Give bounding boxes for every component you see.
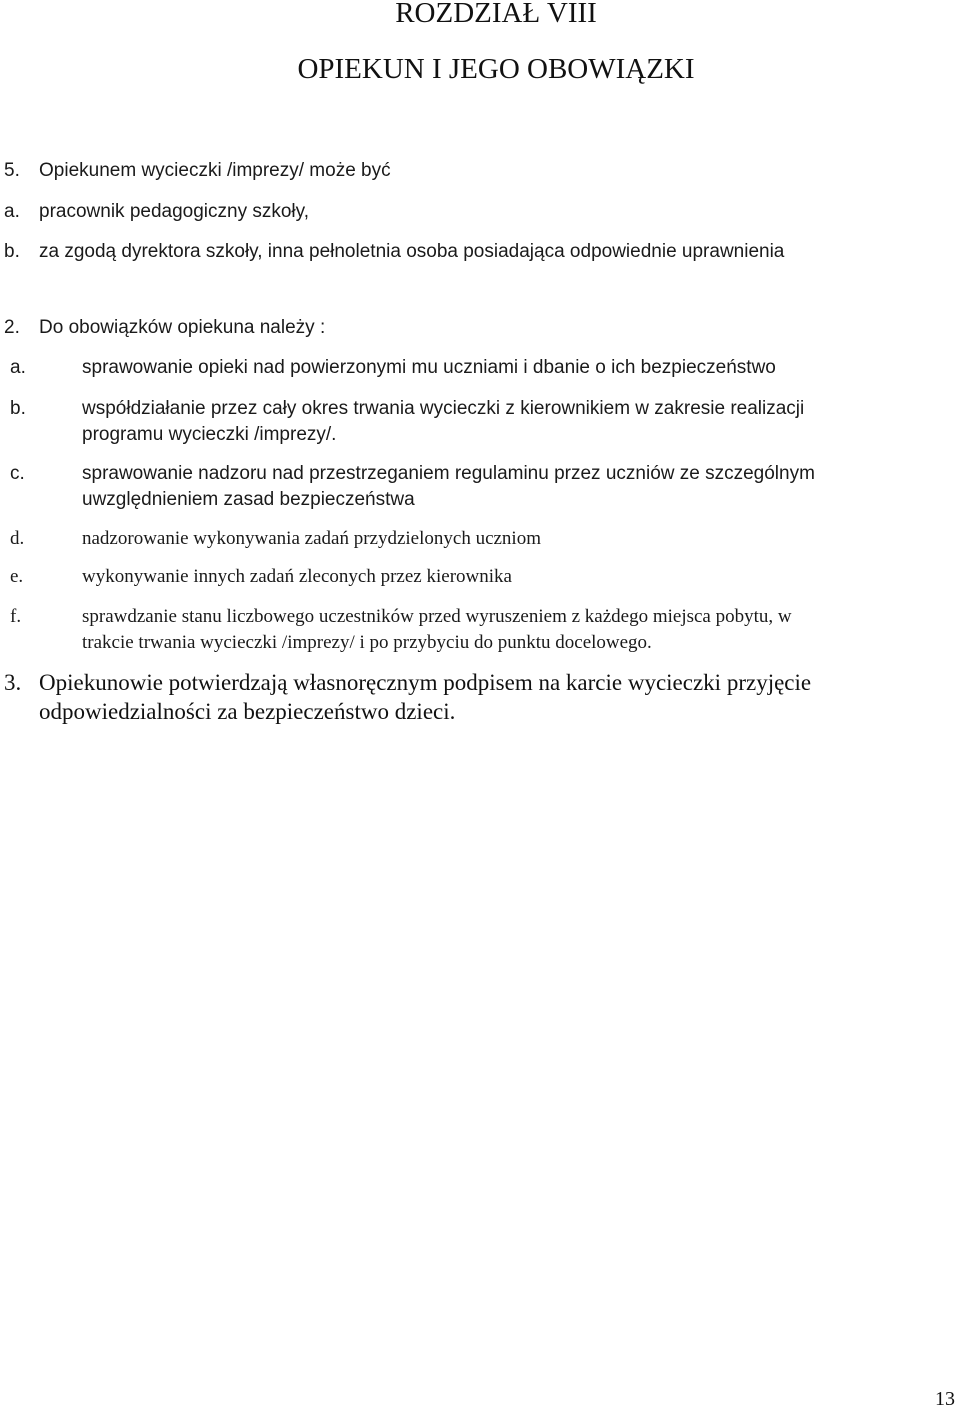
section-3-text-line2: odpowiedzialności za bezpieczeństwo dzieci. (39, 699, 456, 724)
duty-item-c-marker: c. (10, 463, 25, 484)
section-5-item-a-text: pracownik pedagogiczny szkoły, (39, 201, 310, 222)
section-3-number: 3. (4, 670, 22, 695)
duty-item-e-marker: e. (10, 566, 24, 587)
duty-item-d-marker: d. (10, 528, 25, 549)
duty-item-a-text: sprawowanie opieki nad powierzonymi mu uczniami i dbanie o ich bezpieczeństwo (82, 357, 776, 378)
duty-item-e-text: wykonywanie innych zadań zleconych przez kierownika (82, 566, 512, 587)
chapter-subtitle: OPIEKUN I JEGO OBOWIĄZKI (297, 53, 695, 85)
chapter-title: ROZDZIAŁ VIII (395, 0, 597, 29)
duty-item-f-marker: f. (10, 606, 22, 627)
duty-item-f-text-line1: sprawdzanie stanu liczbowego uczestników przed wyruszeniem z każdego miejsca pobytu, w (82, 606, 792, 627)
section-2-text: Do obowiązków opiekuna należy : (39, 317, 326, 338)
section-5-item-a-marker: a. (4, 201, 20, 222)
duty-item-c-text-line2: uwzględnieniem zasad bezpieczeństwa (82, 489, 415, 510)
duty-item-b-marker: b. (10, 398, 26, 419)
section-5-number: 5. (4, 160, 20, 181)
section-5-item-b-text: za zgodą dyrektora szkoły, inna pełnoletnia osoba posiadająca odpowiednie uprawnienia (39, 241, 785, 262)
section-3-text-line1: Opiekunowie potwierdzają własnoręcznym podpisem na karcie wycieczki przyjęcie (39, 670, 812, 695)
duty-item-c-text-line1: sprawowanie nadzoru nad przestrzeganiem regulaminu przez uczniów ze szczególnym (82, 463, 815, 484)
duty-item-b-text-line1: współdziałanie przez cały okres trwania wycieczki z kierownikiem w zakresie realizacji (82, 398, 805, 419)
section-2-number: 2. (4, 317, 20, 338)
duty-item-b-text-line2: programu wycieczki /imprezy/. (82, 424, 337, 445)
duty-item-a-marker: a. (10, 357, 26, 378)
duty-item-d-text: nadzorowanie wykonywania zadań przydzielonych uczniom (82, 528, 541, 549)
section-5-item-b-marker: b. (4, 241, 20, 262)
page-number: 13 (935, 1388, 955, 1410)
section-5-text: Opiekunem wycieczki /imprezy/ może być (39, 160, 391, 181)
duty-item-f-text-line2: trakcie trwania wycieczki /imprezy/ i po przybyciu do punktu docelowego. (82, 632, 652, 653)
